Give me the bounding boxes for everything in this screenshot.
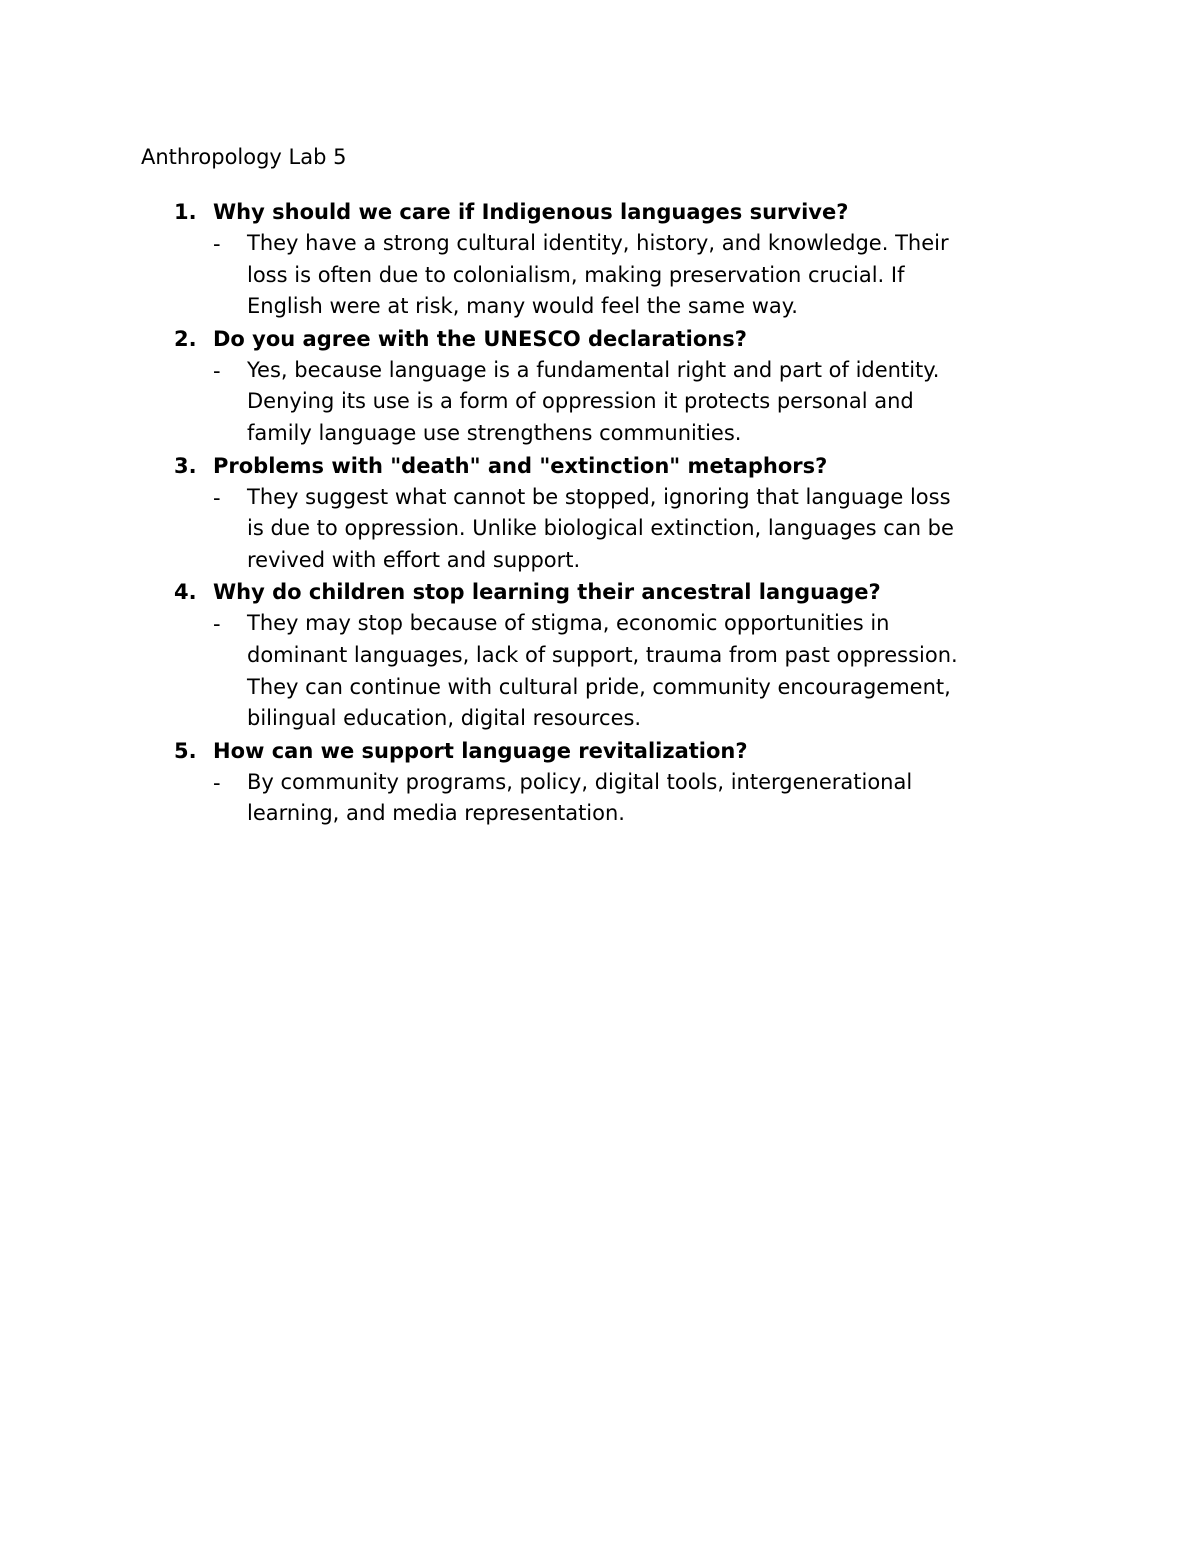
question-list (0, 196, 1200, 830)
question-row (0, 196, 1200, 228)
document-title: Anthropology Lab 5 (141, 145, 347, 169)
question-row (0, 450, 1200, 482)
list-item (0, 735, 1200, 830)
question-number: 4. (174, 580, 197, 605)
answer-row (0, 228, 1200, 323)
answer-text: Yes, because language is a fundamental right and part of identity. Denying its use is a form of oppression it protects personal and family language use strengthens communities. (247, 357, 940, 445)
answer-row (0, 767, 1200, 830)
question-number: 5. (174, 738, 197, 763)
question-row (0, 323, 1200, 355)
question-text: Do you agree with the UNESCO declarations? (213, 326, 747, 351)
question-row (0, 735, 1200, 767)
answer-text: By community programs, policy, digital tools, intergenerational learning, and media representation. (247, 769, 913, 826)
answer-bullet: - (213, 612, 221, 637)
question-row (0, 576, 1200, 608)
question-number: 2. (174, 326, 197, 351)
answer-bullet: - (213, 770, 221, 795)
question-text: How can we support language revitalization? (213, 738, 748, 763)
list-item (0, 576, 1200, 734)
answer-row (0, 482, 1200, 577)
question-text: Why do children stop learning their ancestral language? (213, 580, 881, 605)
answer-bullet: - (213, 232, 221, 256)
answer-bullet: - (213, 358, 221, 383)
answer-text: They suggest what cannot be stopped, ignoring that language loss is due to oppression. Unlike biological extinction, languages can be revived with effort and support. (247, 484, 954, 572)
question-number: 1. (174, 200, 197, 224)
answer-bullet: - (213, 485, 221, 510)
list-item (0, 196, 1200, 323)
answer-text: They have a strong cultural identity, history, and knowledge. Their loss is often due to colonialism, making preservation crucial. If English were at risk, many would feel the same way. (247, 231, 949, 319)
answer-text: They may stop because of stigma, economic opportunities in dominant languages, lack of support, trauma from past oppression. They can continue with cultural pride, community encouragement, bilingual education, digital resources. (247, 611, 958, 731)
list-item (0, 323, 1200, 450)
question-text: Problems with "death" and "extinction" metaphors? (213, 453, 828, 478)
question-text: Why should we care if Indigenous languages survive? (213, 200, 849, 224)
answer-row (0, 355, 1200, 450)
list-item (0, 450, 1200, 577)
question-number: 3. (174, 453, 197, 478)
answer-row (0, 608, 1200, 734)
